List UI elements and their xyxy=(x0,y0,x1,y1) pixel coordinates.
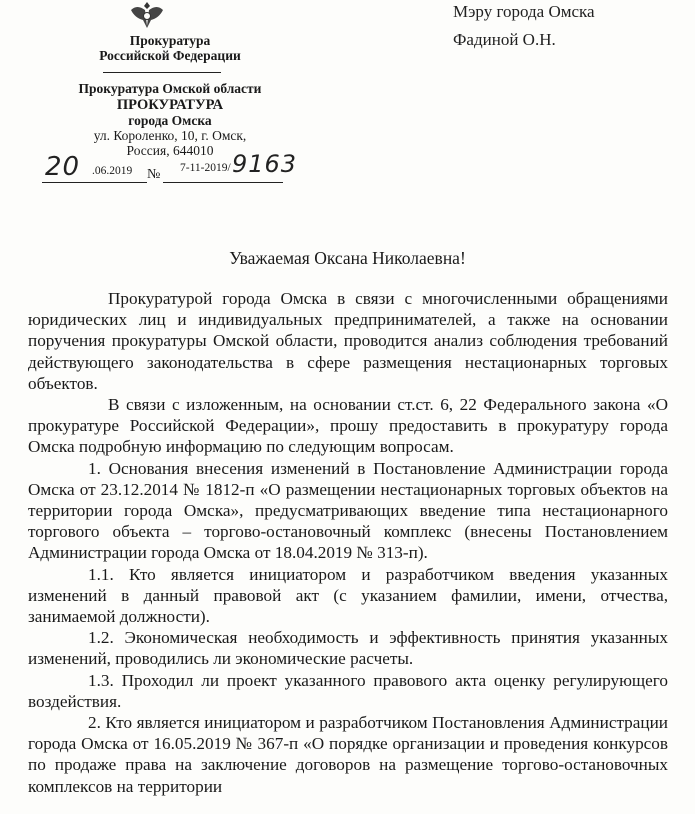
paragraph-intro: Прокуратурой города Омска в связи с многочисленными обращениями юридических лиц и индивидуальных предпринимателей, а также на основании поручения прокуратуры Омской области, проводится анализ соблюдения требований действующего законодательства в сфере размещения нестационарных торговых объектов. xyxy=(28,289,668,393)
registration-date: .06.2019 xyxy=(92,165,133,177)
date-underline xyxy=(42,182,147,183)
coat-of-arms-emblem xyxy=(125,0,169,30)
org-address-line2: Россия, 644010 xyxy=(126,143,214,158)
header-divider xyxy=(103,72,221,73)
org-name-line1: Прокуратура xyxy=(129,33,211,48)
paragraph-question-1-3: 1.3. Проходил ли проект указанного правового акта оценку регулирующего воздействия. xyxy=(28,670,668,711)
paragraph-question-1-2: 1.2. Экономическая необходимость и эффективность принятия указанных изменений, проводились ли экономические расчеты. xyxy=(28,628,668,669)
registration-number-printed: 7-11-2019/ xyxy=(180,162,231,174)
addressee-name: Фадиной О.Н. xyxy=(453,30,556,49)
number-sign: № xyxy=(147,167,161,182)
addressee-title: Мэру города Омска xyxy=(453,2,595,21)
org-name-line3: Прокуратура Омской области xyxy=(78,81,262,96)
letter-body xyxy=(28,288,668,797)
org-name-line2: Российской Федерации xyxy=(99,48,241,63)
org-name-line4: ПРОКУРАТУРА xyxy=(116,97,224,113)
paragraph-question-1-1: 1.1. Кто является инициатором и разработчиком введения указанных изменений в данный правовой акт (с указанием фамилии, имени, отчества, занимаемой должности). xyxy=(28,564,668,627)
paragraph-question-2: 2. Кто является инициатором и разработчиком Постановления Администрации города Омска от 16.05.2019 № 367-п «О порядке организации и проведения конкурсов по продаже права на заключение договоров на размещение торгово-остановочных комплексов на территории xyxy=(28,713,668,796)
handwritten-number: 9163 xyxy=(232,150,298,178)
org-name-line5: города Омска xyxy=(128,113,212,128)
paragraph-request: В связи с изложенным, на основании ст.ст. 6, 22 Федерального закона «О прокуратуре Российской Федерации», прошу предоставить в прокуратуру города Омска подробную информацию по следующим вопросам. xyxy=(28,395,668,457)
paragraph-question-1: 1. Основания внесения изменений в Постановление Администрации города Омска от 23.12.2014 № 1812-п «О размещении нестационарных торговых объектов на территории города Омска», предусматривающих введение типа нестационарного торгового объекта – торгово-остановочный комплекс (внесены Постановлением Администрации города Омска от 18.04.2019 № 313-п). xyxy=(28,458,668,563)
number-underline xyxy=(163,182,283,183)
handwritten-day: 20 xyxy=(45,152,81,182)
salutation: Уважаемая Оксана Николаевна! xyxy=(229,248,466,268)
org-address-line1: ул. Короленко, 10, г. Омск, xyxy=(93,128,247,143)
